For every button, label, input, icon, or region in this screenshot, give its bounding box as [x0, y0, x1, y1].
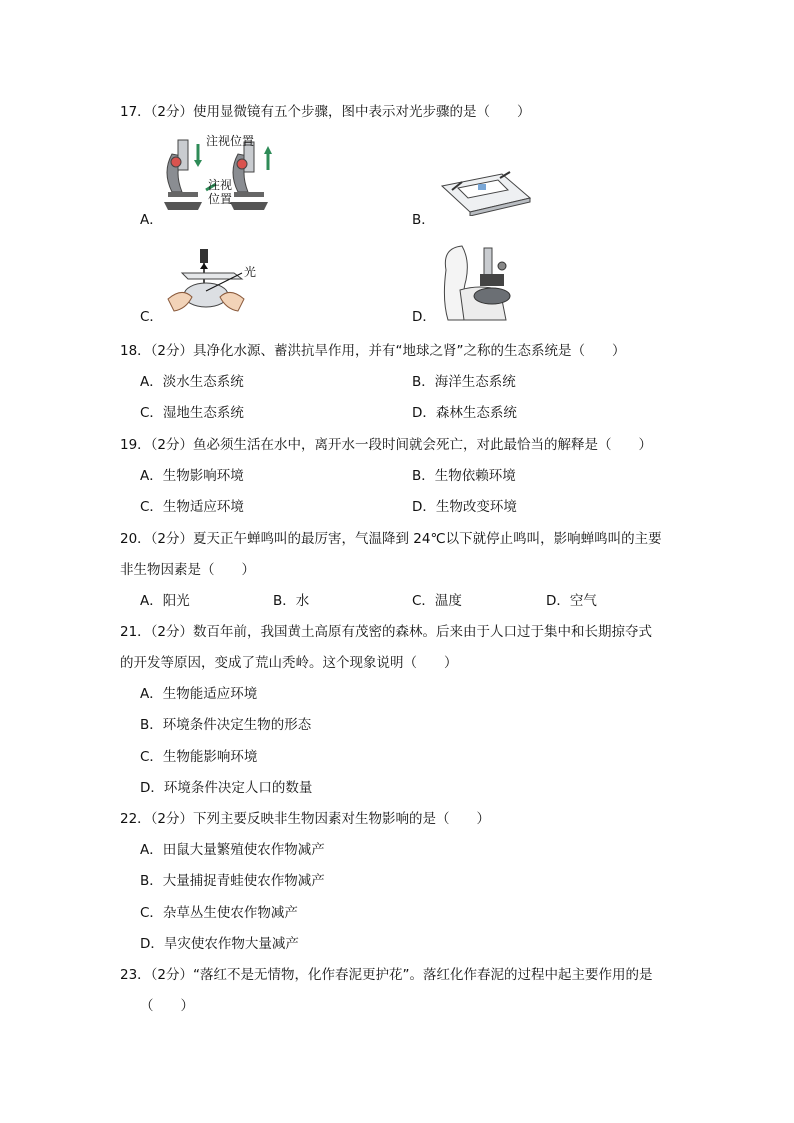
question-23-stem-line-1: 23．（2分）“落红不是无情物，化作春泥更护花”。落红化作春泥的过程中起主要作用的是 — [120, 967, 653, 983]
question-21-option-d: D．环境条件决定人口的数量 — [140, 780, 313, 796]
question-17-stem: 17．（2分）使用显微镜有五个步骤，图中表示对光步骤的是（ ） — [120, 104, 531, 120]
question-20-stem-line-2: 非生物因素是（ ） — [120, 562, 255, 578]
question-20-option-b: B．水 — [273, 593, 310, 609]
figure-label-focus-1: 注视 — [208, 178, 233, 192]
question-19-stem: 19．（2分）鱼必须生活在水中，离开水一段时间就会死亡，对此最恰当的解释是（ ） — [120, 437, 653, 453]
figure-label-focus-position: 注视位置 — [206, 134, 255, 148]
question-18-option-d: D．森林生态系统 — [412, 405, 517, 421]
question-19-option-d: D．生物改变环境 — [412, 499, 517, 515]
question-19-option-a: A．生物影响环境 — [140, 468, 244, 484]
question-18-stem: 18．（2分）具净化水源、蓄洪抗旱作用，并有“地球之肾”之称的生态系统是（ ） — [120, 343, 626, 359]
question-23-stem-line-2: （ ） — [140, 998, 194, 1014]
question-17-option-b-label: B． — [412, 212, 435, 228]
figure-label-light: 光 — [244, 265, 257, 279]
question-17-option-d-label: D． — [412, 309, 436, 325]
question-20-option-d: D．空气 — [546, 593, 597, 609]
question-17-option-a-label: A． — [140, 212, 163, 228]
question-18-option-c: C．湿地生态系统 — [140, 405, 244, 421]
question-21-option-a: A．生物能适应环境 — [140, 686, 258, 702]
question-22-option-b: B．大量捕捉青蛙使农作物减产 — [140, 873, 325, 889]
question-19-option-c: C．生物适应环境 — [140, 499, 244, 515]
question-21-stem-line-2: 的开发等原因，变成了荒山秃岭。这个现象说明（ ） — [120, 655, 458, 671]
figure-label-focus-2: 位置 — [208, 192, 233, 206]
question-22-option-d: D．旱灾使农作物大量减产 — [140, 936, 299, 952]
microscope-focusing-figure — [158, 132, 288, 216]
question-18-option-a: A．淡水生态系统 — [140, 374, 244, 390]
question-21-option-b: B．环境条件决定生物的形态 — [140, 717, 312, 733]
question-17-option-c-label: C． — [140, 309, 163, 325]
mirror-light-figure — [164, 243, 260, 319]
person-using-microscope-figure — [440, 240, 520, 324]
question-18-option-b: B．海洋生态系统 — [412, 374, 516, 390]
question-22-option-c: C．杂草丛生使农作物减产 — [140, 905, 298, 921]
question-19-option-b: B．生物依赖环境 — [412, 468, 516, 484]
question-22-stem: 22．（2分）下列主要反映非生物因素对生物影响的是（ ） — [120, 811, 491, 827]
question-20-option-a: A．阳光 — [140, 593, 190, 609]
question-21-option-c: C．生物能影响环境 — [140, 749, 258, 765]
slide-on-stage-figure — [438, 168, 534, 216]
question-20-option-c: C．温度 — [412, 593, 462, 609]
question-22-option-a: A．田鼠大量繁殖使农作物减产 — [140, 842, 325, 858]
question-20-stem-line-1: 20．（2分）夏天正午蝉鸣叫的最厉害，气温降到 24℃以下就停止鸣叫，影响蝉鸣叫的主要 — [120, 531, 662, 547]
question-21-stem-line-1: 21．（2分）数百年前，我国黄土高原有茂密的森林。后来由于人口过于集中和长期掠夺式 — [120, 624, 653, 640]
